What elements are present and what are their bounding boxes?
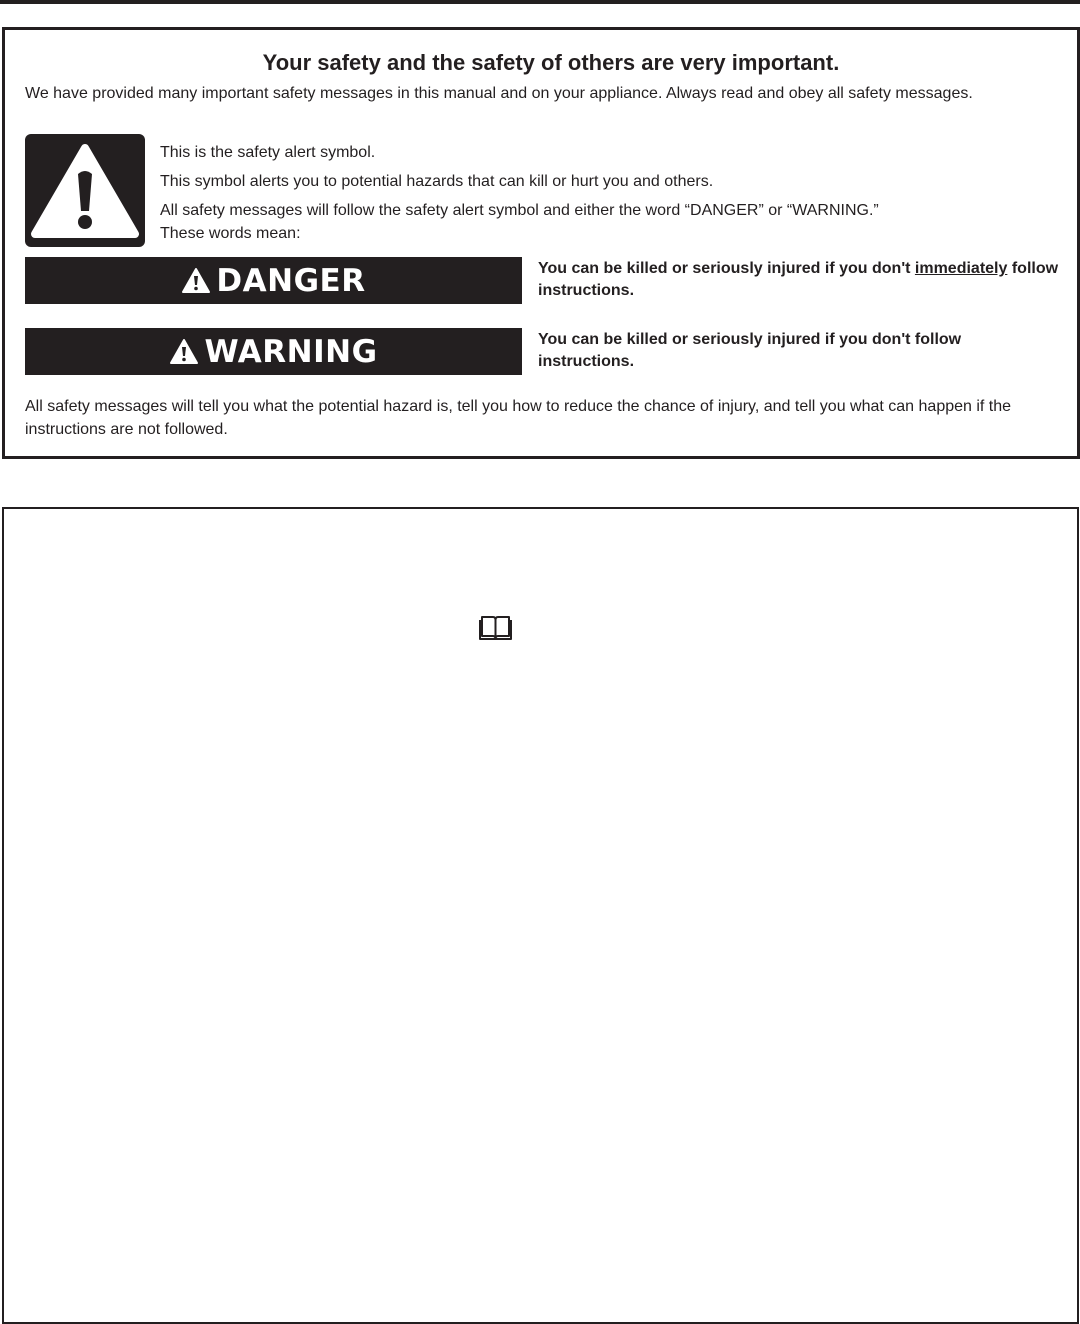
- symbol-line-3: All safety messages will follow the safety alert symbol and either the word “DANGER” or “WARNING.”: [160, 202, 879, 219]
- danger-desc-start: You can be killed or seriously injured if you don't: [538, 260, 915, 277]
- lower-content-box: [2, 507, 1079, 1324]
- safety-outro: All safety messages will tell you what the potential hazard is, tell you how to reduce the chance of injury, and tell you what can happen if the instructions are not followed.: [25, 398, 1012, 438]
- symbol-line-2: This symbol alerts you to potential hazards that can kill or hurt you and others.: [160, 173, 714, 190]
- symbol-line-4: These words mean:: [160, 225, 301, 242]
- warning-label: WARNING: [204, 333, 378, 370]
- warning-description: You can be killed or seriously injured if you don't follow instructions.: [538, 331, 962, 370]
- warning-triangle-icon: [25, 134, 145, 247]
- danger-desc-end: follow instructions.: [538, 260, 1059, 299]
- safety-information-box: [2, 27, 1080, 459]
- danger-label: DANGER: [216, 262, 366, 299]
- danger-desc-emphasis: immediately: [914, 260, 1008, 277]
- warning-triangle-icon: [181, 267, 211, 294]
- safety-heading: Your safety and the safety of others are very important.: [262, 50, 840, 75]
- danger-description: [538, 258, 1078, 302]
- warning-triangle-icon: [169, 338, 199, 365]
- safety-intro: We have provided many important safety messages in this manual and on your appliance. Always read and obey all safety messages.: [25, 85, 973, 102]
- warning-banner: [25, 328, 522, 375]
- top-rule: [0, 0, 1080, 4]
- open-book-icon: [479, 614, 512, 641]
- symbol-line-1: This is the safety alert symbol.: [160, 144, 376, 161]
- danger-banner: [25, 257, 522, 304]
